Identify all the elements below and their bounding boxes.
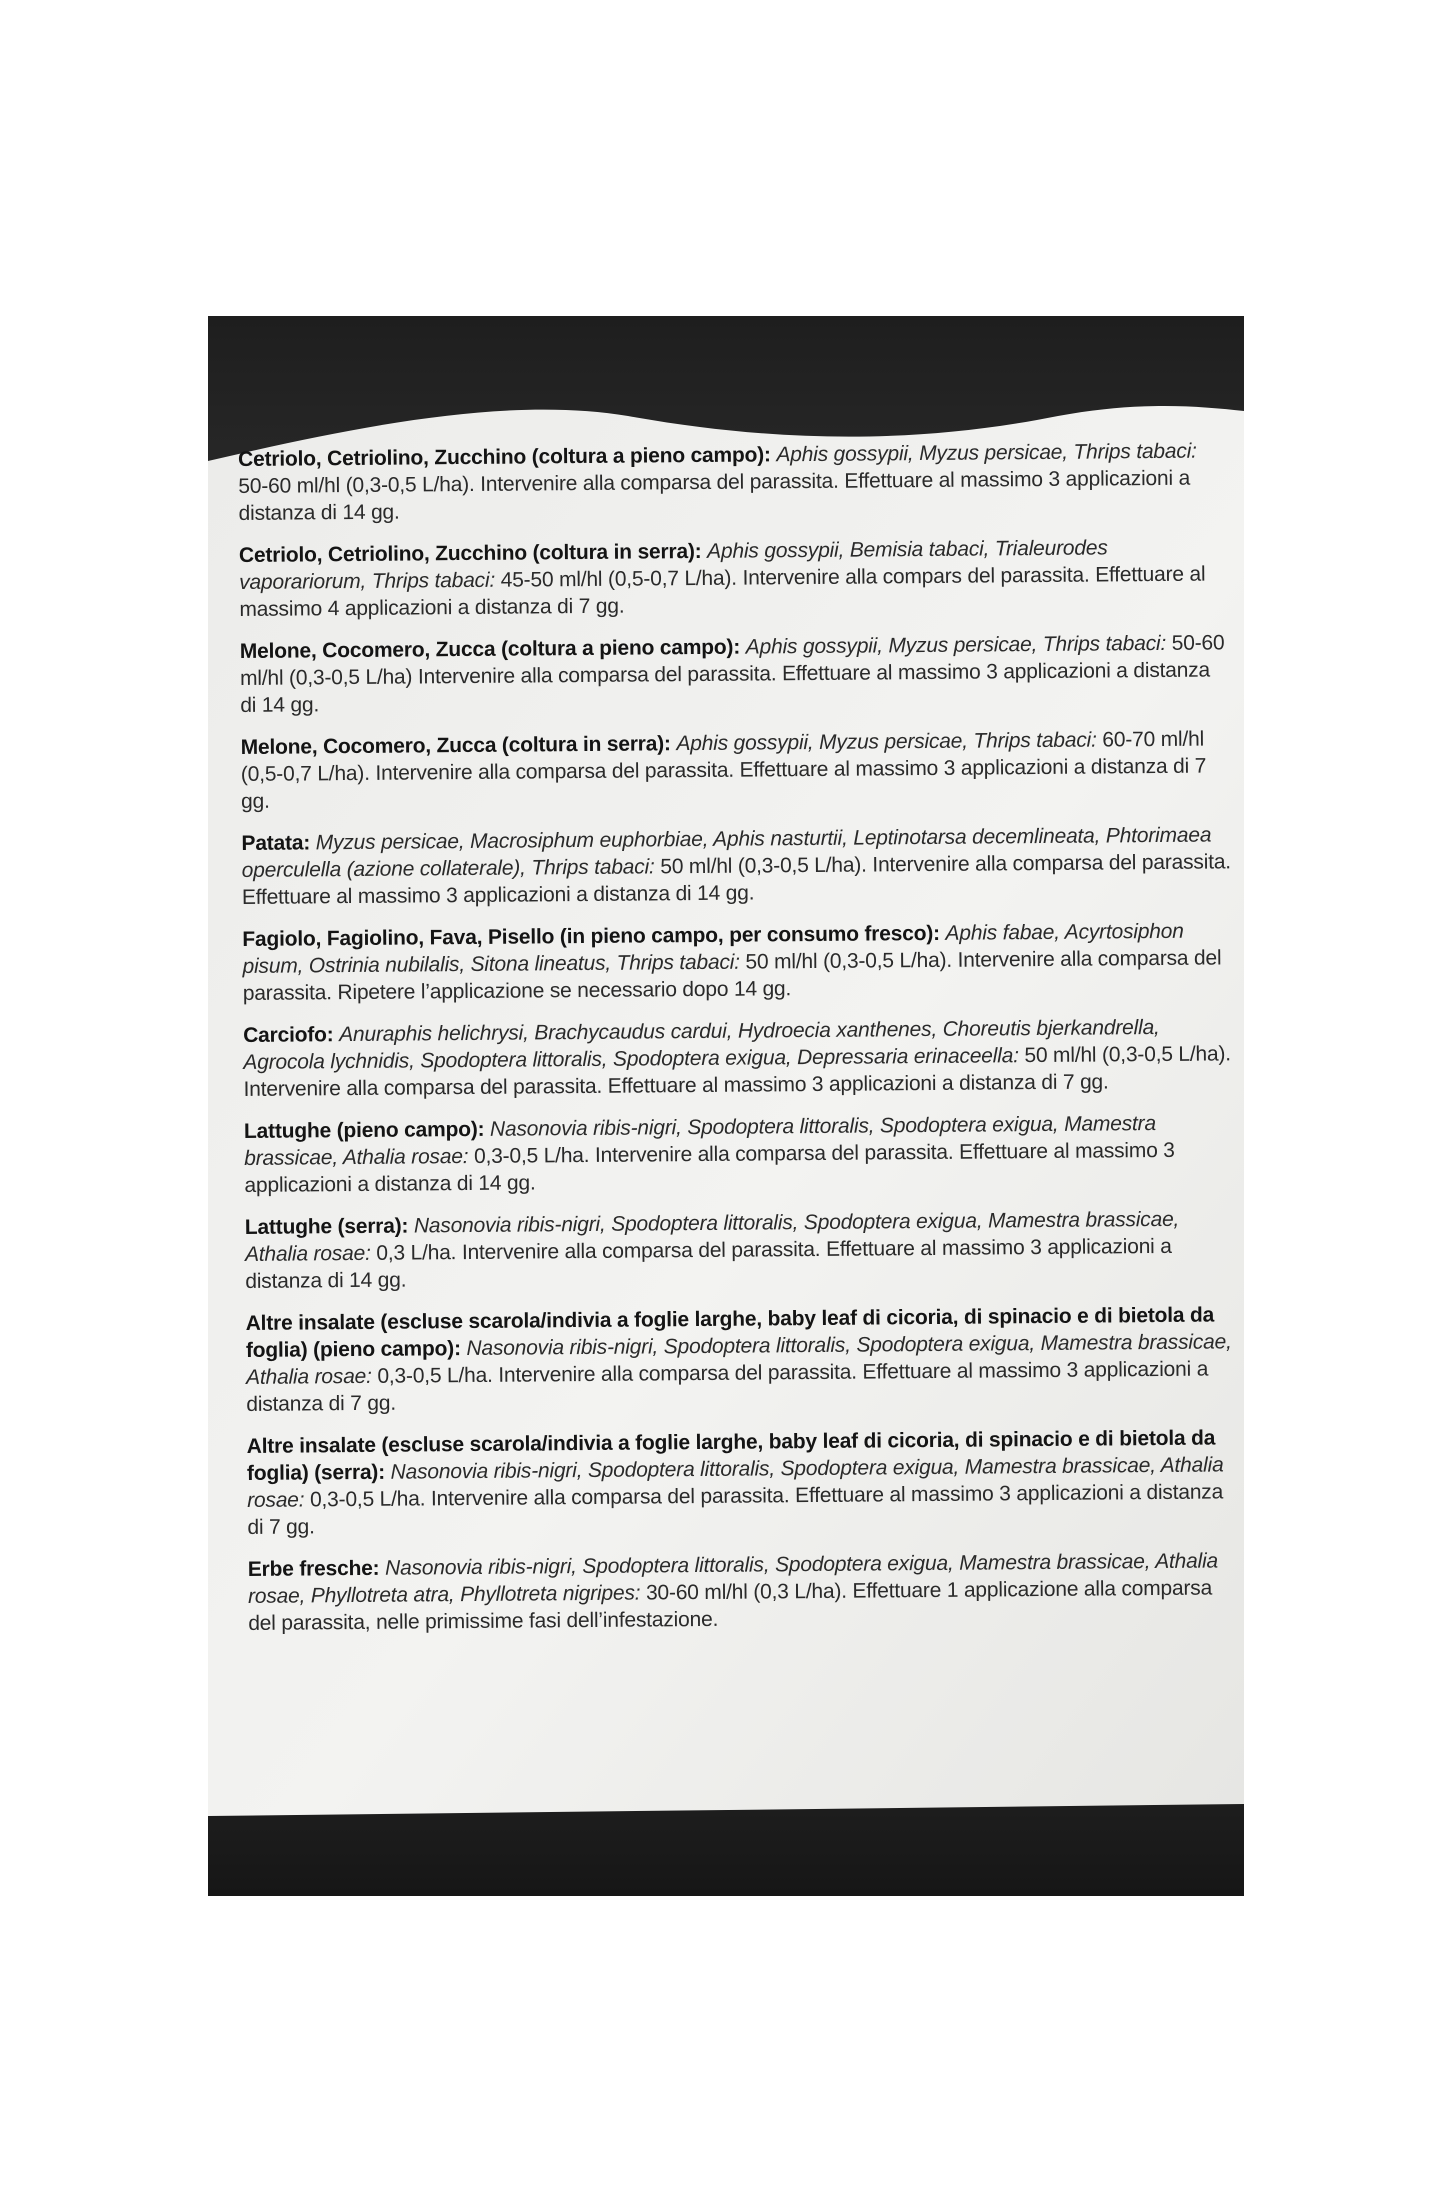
entry-carciofo bbox=[243, 1013, 1234, 1103]
crop-heading: Fagiolo, Fagiolino, Fava, Pisello (in pieno campo, per consumo fresco): bbox=[242, 921, 940, 951]
dosage-instructions: 0,3-0,5 L/ha. Intervenire alla comparsa del parassita. Effettuare al massimo 3 applicazioni a distanza di 7 gg. bbox=[246, 1357, 1209, 1416]
entry-patata bbox=[241, 821, 1232, 911]
crop-heading: Erbe fresche: bbox=[247, 1556, 380, 1581]
pest-list: Nasonovia ribis-nigri, Spodoptera littoralis, Spodoptera exigua, Mamestra brassicae, Athalia rosae: bbox=[246, 1330, 1232, 1389]
dosage-instructions: 0,3 L/ha. Intervenire alla comparsa del parassita. Effettuare al massimo 3 applicazioni a distanza di 14 gg. bbox=[245, 1234, 1172, 1293]
entry-melone-pieno-campo bbox=[240, 629, 1231, 719]
crop-heading: Patata: bbox=[241, 831, 311, 855]
crop-heading: Lattughe (pieno campo): bbox=[243, 1117, 485, 1143]
pest-list: Nasonovia ribis-nigri, Spodoptera littoralis, Spodoptera exigua, Mamestra brassicae, Athalia rosae, Phyllotreta atra, Phyllotreta nigripes: bbox=[247, 1549, 1219, 1608]
crop-heading: Altre insalate (escluse scarola/indivia a foglie larghe, baby leaf di cicoria, di spinacio e di bietola da foglia) (pieno campo): bbox=[245, 1303, 1215, 1362]
crop-heading: Altre insalate (escluse scarola/indivia a foglie larghe, baby leaf di cicoria, di spinacio e di bietola da foglia) (serra): bbox=[246, 1426, 1216, 1485]
dosage-instructions: 50 ml/hl (0,3-0,5 L/ha). Intervenire alla comparsa del parassita. Effettuare al massimo 3 applicazioni a distanza di 7 gg. bbox=[243, 1042, 1231, 1101]
dosage-instructions: 60-70 ml/hl (0,5-0,7 L/ha). Intervenire alla comparsa del parassita. Effettuare al massimo 3 applicazioni a distanza di 7 gg. bbox=[240, 727, 1207, 813]
dosage-instructions: 30-60 ml/hl (0,3 L/ha). Effettuare 1 applicazione alla comparsa del parassita, nelle primissime fasi dell’infestazione. bbox=[248, 1576, 1213, 1635]
pest-list: Nasonovia ribis-nigri, Spodoptera littoralis, Spodoptera exigua, Mamestra brassicae, Athalia rosae: bbox=[244, 1112, 1157, 1170]
dosage-instructions: 0,3-0,5 L/ha. Intervenire alla comparsa del parassita. Effettuare al massimo 3 applicazioni a distanza di 7 gg. bbox=[247, 1480, 1224, 1539]
entry-melone-serra bbox=[241, 725, 1232, 815]
pest-list: Anuraphis helichrysi, Brachycaudus cardui, Hydroecia xanthenes, Choreutis bjerkandrella, Agrocola lychnidis, Spodoptera littoralis, Spodoptera exigua, Depressaria erinaceella: bbox=[243, 1015, 1160, 1074]
entry-altre-insalate-pieno-campo bbox=[246, 1301, 1237, 1418]
crop-heading: Melone, Cocomero, Zucca (coltura in serra): bbox=[240, 732, 671, 759]
entry-altre-insalate-serra bbox=[247, 1424, 1238, 1541]
dosage-instructions: 0,3-0,5 L/ha. Intervenire alla comparsa del parassita. Effettuare al massimo 3 applicazioni a distanza di 14 gg. bbox=[244, 1138, 1175, 1197]
pest-list: Aphis fabae, Acyrtosiphon pisum, Ostrinia nubilalis, Sitona lineatus, Thrips tabaci: bbox=[242, 919, 1184, 978]
dosage-instructions: 45-50 ml/hl (0,5-0,7 L/ha). Intervenire alla compars del parassita. Effettuare al massimo 4 applicazioni a distanza di 7 gg. bbox=[239, 562, 1206, 621]
document-photo bbox=[208, 316, 1244, 1896]
crop-heading: Cetriolo, Cetriolino, Zucchino (coltura a pieno campo): bbox=[238, 443, 771, 471]
pest-list: Aphis gossypii, Myzus persicae, Thrips tabaci: bbox=[676, 728, 1097, 756]
dosage-instructions: 50 ml/hl (0,3-0,5 L/ha). Intervenire alla comparsa del parassita. Ripetere l’applicazione se necessario dopo 14 gg. bbox=[242, 946, 1222, 1005]
dosage-instructions: 50 ml/hl (0,3-0,5 L/ha). Intervenire alla comparsa del parassita. Effettuare al massimo 3 applicazioni a distanza di 14 gg. bbox=[241, 850, 1231, 909]
entry-cetriolo-pieno-campo bbox=[238, 437, 1229, 527]
crop-heading: Melone, Cocomero, Zucca (coltura a pieno campo): bbox=[239, 635, 741, 663]
crop-heading: Lattughe (serra): bbox=[244, 1214, 409, 1239]
dosage-instructions: 50-60 ml/hl (0,3-0,5 L/ha). Intervenire alla comparsa del parassita. Effettuare al massimo 3 applicazioni a distanza di 14 gg. bbox=[238, 466, 1191, 525]
leaflet-text bbox=[238, 437, 1238, 1652]
pest-list: Aphis gossypii, Myzus persicae, Thrips tabaci: bbox=[776, 439, 1197, 467]
crop-heading: Cetriolo, Cetriolino, Zucchino (coltura in serra): bbox=[238, 539, 702, 567]
entry-cetriolo-serra bbox=[239, 533, 1230, 623]
pest-list: Aphis gossypii, Bemisia tabaci, Trialeurodes vaporariorum, Thrips tabaci: bbox=[239, 536, 1108, 594]
crop-heading: Carciofo: bbox=[243, 1023, 334, 1047]
pest-list: Nasonovia ribis-nigri, Spodoptera littoralis, Spodoptera exigua, Mamestra brassicae, Athalia rosae: bbox=[247, 1453, 1224, 1512]
entry-erbe-fresche bbox=[248, 1547, 1239, 1637]
entry-lattughe-serra bbox=[245, 1205, 1236, 1295]
pest-list: Myzus persicae, Macrosiphum euphorbiae, Aphis nasturtii, Leptinotarsa decemlineata, Phtorimaea operculella (azione collaterale), Thrips tabaci: bbox=[241, 823, 1212, 882]
entry-lattughe-pieno-campo bbox=[244, 1109, 1235, 1199]
pest-list: Aphis gossypii, Myzus persicae, Thrips tabaci: bbox=[745, 631, 1167, 659]
pest-list: Nasonovia ribis-nigri, Spodoptera littoralis, Spodoptera exigua, Mamestra brassicae, Athalia rosae: bbox=[244, 1207, 1180, 1266]
entry-fagiolo bbox=[242, 917, 1233, 1007]
leaflet-page bbox=[208, 316, 1244, 1896]
dosage-instructions: 50-60 ml/hl (0,3-0,5 L/ha) Intervenire alla comparsa del parassita. Effettuare al massimo 3 applicazioni a distanza di 14 gg. bbox=[239, 631, 1225, 717]
